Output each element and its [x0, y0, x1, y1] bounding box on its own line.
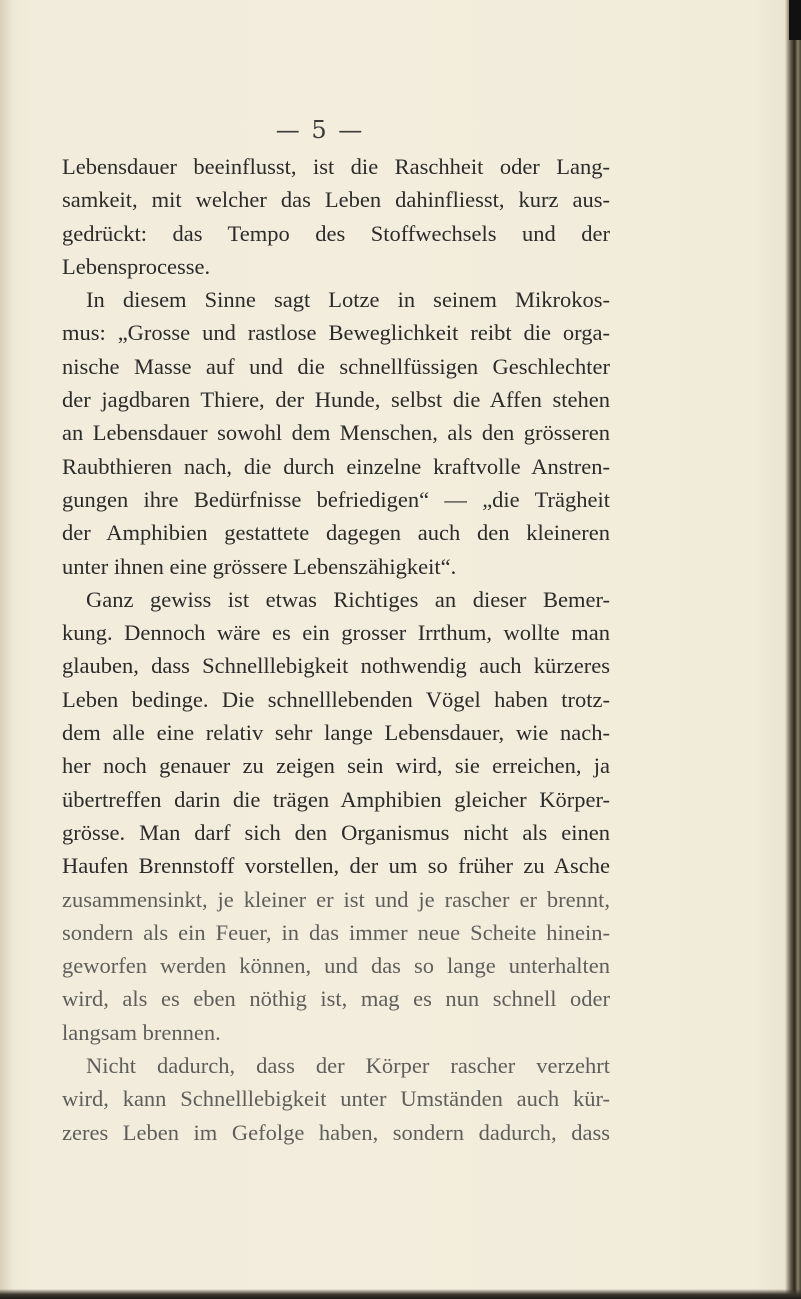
text-line: kung. Dennoch wäre es ein grosser Irrthum, wollte man	[62, 620, 610, 646]
paragraph-start-line: Ganz gewiss ist etwas Richtiges an dieser Bemer-	[86, 586, 610, 612]
text-line: wird, kann Schnelllebigkeit unter Umständen auch kür-	[62, 1086, 610, 1112]
text-line: unter ihnen eine grössere Lebenszähigkeit“.	[62, 553, 457, 579]
text-line: her noch genauer zu zeigen sein wird, sie erreichen, ja	[62, 753, 610, 779]
text-line: grösse. Man darf sich den Organismus nicht als einen	[62, 819, 610, 845]
text-line: Lebensprocesse.	[62, 253, 211, 279]
text-line: an Lebensdauer sowohl dem Menschen, als den grösseren	[62, 420, 610, 446]
left-page-edge	[0, 0, 14, 1299]
text-line: mus: „Grosse und rastlose Beweglichkeit reibt die orga-	[62, 320, 610, 346]
text-line: Leben bedinge. Die schnelllebenden Vögel haben trotz-	[62, 686, 610, 712]
text-line: zusammensinkt, je kleiner er ist und je rascher er brennt,	[62, 886, 610, 912]
text-line: übertreffen darin die trägen Amphibien gleicher Körper-	[62, 786, 610, 812]
text-line: samkeit, mit welcher das Leben dahinfliesst, kurz aus-	[62, 187, 610, 213]
text-line: Lebensdauer beeinflusst, ist die Raschheit oder Lang-	[62, 154, 610, 179]
text-line: zeres Leben im Gefolge haben, sondern dadurch, dass	[62, 1119, 610, 1145]
text-line: gungen ihre Bedürfnisse befriedigen“ — „die Trägheit	[62, 486, 610, 512]
text-line: langsam brennen.	[62, 1019, 221, 1045]
text-line: Haufen Brennstoff vorstellen, der um so früher zu Asche	[62, 853, 610, 879]
text-line: der Amphibien gestattete dagegen auch den kleineren	[62, 520, 610, 546]
bottom-page-edge	[0, 1289, 801, 1299]
text-line: dem alle eine relativ sehr lange Lebensdauer, wie nach-	[62, 720, 610, 746]
paragraph-start-line: Nicht dadurch, dass der Körper rascher verzehrt	[86, 1053, 610, 1079]
text-line: sondern als ein Feuer, in das immer neue Scheite hinein-	[62, 919, 610, 945]
text-line: nische Masse auf und die schnellfüssigen Geschlechter	[62, 353, 610, 379]
text-line: wird, als es eben nöthig ist, mag es nun schnell oder	[62, 986, 610, 1012]
text-line: Raubthieren nach, die durch einzelne kraftvolle Anstren-	[62, 453, 610, 479]
binding-gutter	[785, 0, 801, 1299]
text-line: glauben, dass Schnelllebigkeit nothwendig auch kürzeres	[62, 653, 610, 679]
binding-gutter-top	[789, 0, 801, 40]
text-line: geworfen werden können, und das so lange unterhalten	[62, 953, 610, 979]
body-text	[62, 150, 610, 1149]
page-number: — 5 —	[275, 116, 365, 144]
paragraph-start-line: In diesem Sinne sagt Lotze in seinem Mikrokos-	[86, 287, 610, 313]
text-line: der jagdbaren Thiere, der Hunde, selbst die Affen stehen	[62, 387, 610, 413]
text-line: gedrückt: das Tempo des Stoffwechsels und der	[62, 220, 610, 246]
